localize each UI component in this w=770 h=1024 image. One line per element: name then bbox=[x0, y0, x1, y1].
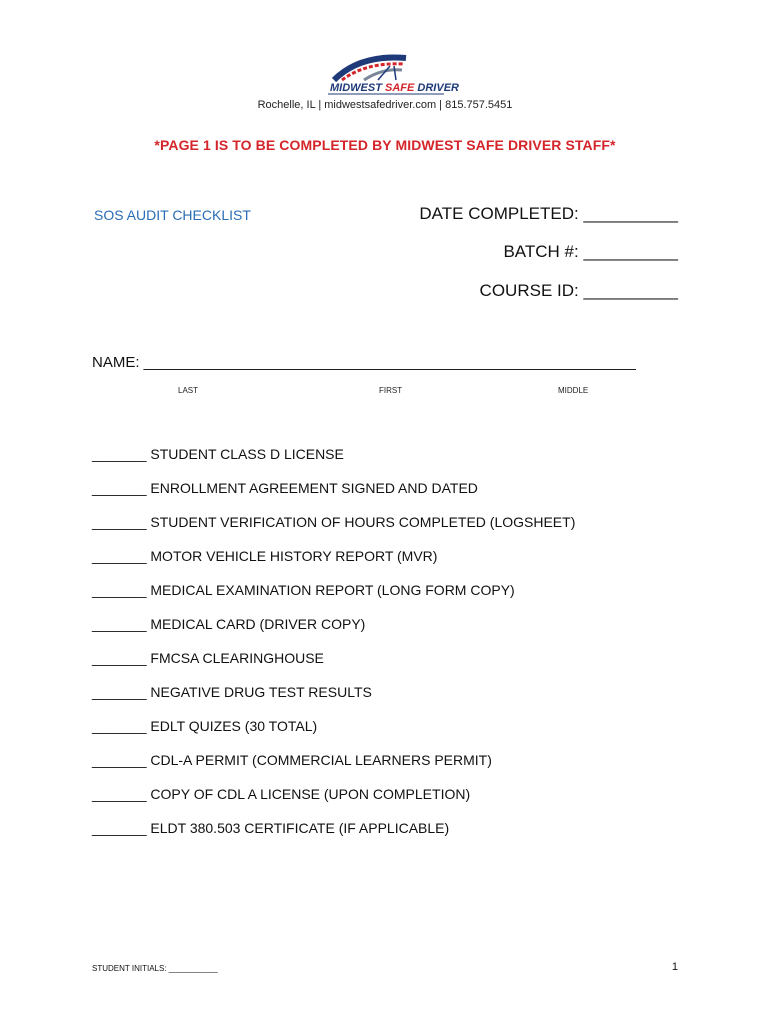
checklist-item[interactable]: _______ ENROLLMENT AGREEMENT SIGNED AND DATED bbox=[92, 480, 478, 496]
checklist-item[interactable]: _______ MOTOR VEHICLE HISTORY REPORT (MVR) bbox=[92, 548, 438, 564]
checklist-item[interactable]: _______ STUDENT VERIFICATION OF HOURS COMPLETED (LOGSHEET) bbox=[92, 514, 576, 530]
checklist-title: SOS AUDIT CHECKLIST bbox=[94, 207, 251, 223]
logo-text-driver: DRIVER bbox=[417, 82, 459, 94]
checklist-item[interactable]: _______ EDLT QUIZES (30 TOTAL) bbox=[92, 718, 318, 734]
contact-line: Rochelle, IL | midwestsafedriver.com | 815.757.5451 bbox=[257, 99, 513, 111]
batch-field[interactable]: BATCH #: __________ bbox=[503, 242, 678, 261]
checklist-item[interactable]: _______ MEDICAL EXAMINATION REPORT (LONG FORM COPY) bbox=[92, 582, 515, 598]
course-id-field[interactable]: COURSE ID: __________ bbox=[479, 281, 678, 300]
staff-note: *PAGE 1 IS TO BE COMPLETED BY MIDWEST SAFE DRIVER STAFF* bbox=[154, 137, 616, 153]
student-initials-field[interactable]: STUDENT INITIALS: ___________ bbox=[92, 964, 218, 973]
name-first-label: FIRST bbox=[379, 386, 403, 395]
midwest-safe-driver-logo bbox=[320, 50, 459, 96]
svg-text:MIDWEST SAFE DRIVER bbox=[330, 82, 459, 94]
logo-text-safe: SAFE bbox=[385, 82, 415, 94]
checklist-item[interactable]: _______ NEGATIVE DRUG TEST RESULTS bbox=[92, 684, 372, 700]
date-completed-field[interactable]: DATE COMPLETED: __________ bbox=[419, 204, 678, 223]
name-field[interactable]: NAME: ___________________________________________________________ bbox=[92, 354, 636, 371]
checklist-item[interactable]: _______ MEDICAL CARD (DRIVER COPY) bbox=[92, 616, 366, 632]
logo-road-right bbox=[394, 66, 396, 80]
page-number: 1 bbox=[671, 961, 678, 973]
checklist-item[interactable]: _______ COPY OF CDL A LICENSE (UPON COMPLETION) bbox=[92, 786, 471, 802]
checklist-item[interactable]: _______ FMCSA CLEARINGHOUSE bbox=[92, 650, 324, 666]
checklist-item[interactable]: _______ ELDT 380.503 CERTIFICATE (IF APPLICABLE) bbox=[92, 820, 450, 836]
checklist-item[interactable]: _______ CDL-A PERMIT (COMMERCIAL LEARNERS PERMIT) bbox=[92, 752, 492, 768]
logo-text-midwest: MIDWEST bbox=[330, 82, 382, 94]
name-last-label: LAST bbox=[178, 386, 199, 395]
checklist-item[interactable]: _______ STUDENT CLASS D LICENSE bbox=[92, 446, 344, 462]
name-middle-label: MIDDLE bbox=[558, 386, 589, 395]
checklist bbox=[92, 444, 575, 852]
